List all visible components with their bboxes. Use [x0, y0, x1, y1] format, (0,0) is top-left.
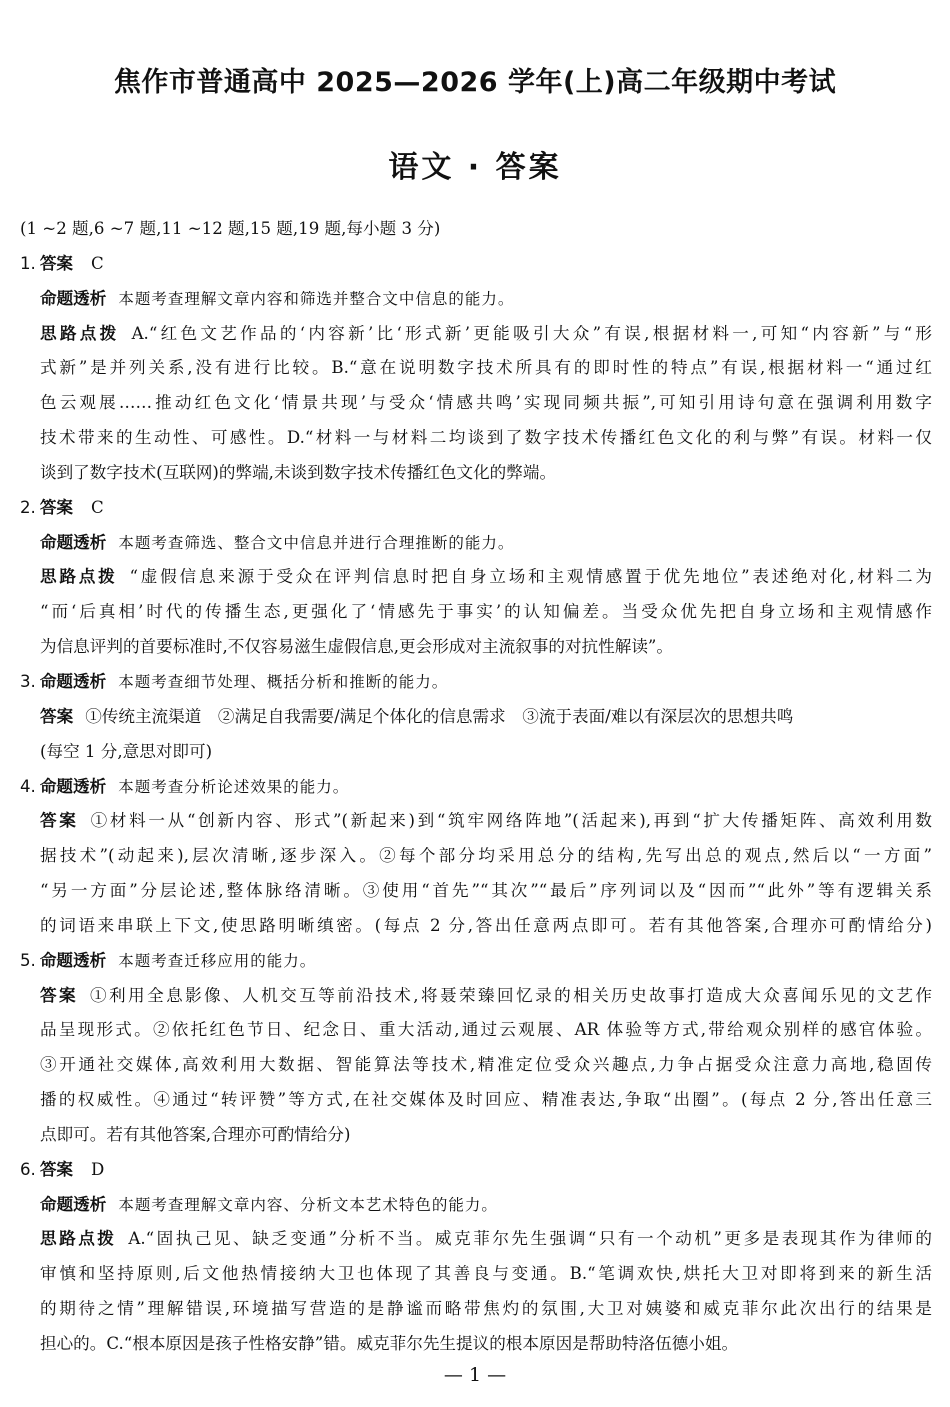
answer-value: C [91, 253, 104, 273]
question-1-hint-line: 色云观展……推动红色文化‘情景共现’与受众‘情感共鸣’实现同频共振”,可知引用诗句意在强调利用数字 [40, 393, 932, 413]
question-3-answer-line [20, 700, 932, 735]
answer-text: ①传统主流渠道 ②满足自我需要/满足个体化的信息需求 ③流于表面/难以有深层次的思想共鸣 [85, 706, 794, 726]
analysis-text: 本题考查理解文章内容、分析文本艺术特色的能力。 [118, 1195, 498, 1214]
hint-label: 思路点拨 [40, 323, 120, 343]
analysis-label: 命题透析 [40, 1194, 107, 1214]
subject-title: 语文 · 答案 [388, 150, 562, 185]
question-5-analysis-row [20, 944, 932, 979]
question-1-hint-line: 技术带来的生动性、可感性。D.“材料一与材料二均谈到了数字技术传播红色文化的利与弊”有误。材料一仅 [40, 428, 932, 448]
question-5-answer-line: 品呈现形式。②依托红色节日、纪念日、重大活动,通过云观展、AR 体验等方式,带给观众别样的感官体验。 [40, 1020, 932, 1040]
hint-label: 思路点拨 [40, 1229, 117, 1249]
hint-label: 思路点拨 [40, 567, 118, 587]
question-number: 1. [20, 253, 36, 273]
answer-label: 答案 [39, 497, 74, 517]
analysis-text: 本题考查理解文章内容和筛选并整合文中信息的能力。 [118, 289, 515, 308]
question-1-hint-line: 式新”是并列关系,没有进行比较。B.“意在说明数字技术所具有的即时性的特点”有误,根据材料一“通过红 [40, 358, 932, 378]
exam-title: 焦作市普通高中 2025—2026 学年(上)高二年级期中考试 [113, 67, 837, 98]
question-6-hint-line: 的期待之情”理解错误,环境描写营造的是静谧而略带焦灼的氛围,大卫对姨婆和威克菲尔此次出行的结果是 [40, 1299, 932, 1319]
question-5-answer-line: ③开通社交媒体,高效利用大数据、智能算法等技术,精准定位受众兴趣点,力争占据受众注意力高地,稳固传 [40, 1055, 932, 1075]
scoring-note: (1 ~2 题,6 ~7 题,11 ~12 题,15 题,19 题,每小题 3 分) [20, 219, 441, 238]
analysis-text: 本题考查细节处理、概括分析和推断的能力。 [118, 672, 449, 691]
question-number: 2. [20, 497, 36, 517]
question-2-analysis-row [20, 526, 932, 561]
question-3-analysis-row [20, 665, 932, 700]
question-2-hint-line [20, 560, 932, 595]
question-number: 5. [20, 950, 36, 970]
analysis-text: 本题考查筛选、整合文中信息并进行合理推断的能力。 [118, 533, 515, 552]
question-1-hint-line: 谈到了数字技术(互联网)的弊端,未谈到数字技术传播红色文化的弊端。 [40, 462, 557, 482]
question-3-answer-line: (每空 1 分,意思对即可) [40, 741, 213, 761]
question-6-hint-line: 担心的。C.“根本原因是孩子性格安静”错。威克菲尔先生提议的根本原因是帮助特洛伍德小姐。 [40, 1334, 739, 1353]
question-5-answer-line: 点即可。若有其他答案,合理亦可酌情给分) [40, 1124, 351, 1144]
question-number: 4. [20, 776, 36, 796]
question-4-answer-line: 的词语来串联上下文,使思路明晰缜密。(每点 2 分,答出任意两点即可。若有其他答案,合理亦可酌情给分) [40, 915, 932, 935]
question-6-hint-line: 审慎和坚持原则,后文他热情接纳大卫也体现了其善良与变通。B.“笔调欢快,烘托大卫对即将到来的新生活 [40, 1264, 932, 1284]
hint-text: A.“固执己见、缺乏变通”分析不当。威克菲尔先生强调“只有一个动机”更多是表现其作为律师的 [128, 1229, 932, 1249]
question-2-answer-row [20, 491, 932, 526]
question-4-answer-line: 据技术”(动起来),层次清晰,逐步深入。②每个部分均采用总分的结构,先写出总的观点,然后以“一方面” [40, 846, 932, 866]
question-number: 3. [20, 671, 36, 691]
answer-text: ①材料一从“创新内容、形式”(新起来)到“筑牢网络阵地”(活起来),再到“扩大传播矩阵、高效利用数 [90, 811, 932, 831]
question-1-analysis-row [20, 282, 932, 317]
question-4-answer-line: “另一方面”分层论述,整体脉络清晰。③使用“首先”“其次”“最后”序列词以及“因而”“此外”等有逻辑关系 [40, 881, 932, 901]
question-4-analysis-row [20, 770, 932, 805]
page-number: — 1 — [443, 1364, 507, 1386]
question-2-hint-line: “而‘后真相’时代的传播生态,更强化了‘情感先于事实’的认知偏差。当受众优先把自身立场和主观情感作 [40, 602, 932, 622]
analysis-label: 命题透析 [40, 288, 107, 308]
question-6-hint-line [20, 1222, 932, 1257]
analysis-label: 命题透析 [39, 671, 107, 691]
analysis-label: 命题透析 [39, 950, 107, 970]
answer-label: 答案 [39, 1159, 74, 1179]
answer-label: 答案 [40, 811, 79, 831]
question-5-answer-line [20, 979, 932, 1014]
question-1-hint-line [20, 317, 932, 352]
question-4-answer-line [20, 804, 932, 839]
answer-label: 答案 [40, 706, 74, 726]
question-1-answer-row [20, 247, 932, 282]
answer-label: 答案 [40, 985, 79, 1005]
question-number: 6. [20, 1159, 36, 1179]
analysis-label: 命题透析 [40, 532, 107, 552]
analysis-text: 本题考查迁移应用的能力。 [118, 951, 317, 970]
hint-text: “虚假信息来源于受众在评判信息时把自身立场和主观情感置于优先地位”表述绝对化,材料二为 [129, 567, 932, 587]
hint-text: A.“红色文艺作品的‘内容新’比‘形式新’更能吸引大众”有误,根据材料一,可知“内容新”与“形 [131, 323, 932, 343]
question-5-answer-line: 播的权威性。④通过“转评赞”等方式,在社交媒体及时回应、精准表达,争取“出圈”。(每点 2 分,答出任意三 [40, 1090, 932, 1110]
answer-content [20, 212, 932, 1362]
analysis-text: 本题考查分析论述效果的能力。 [118, 777, 350, 796]
question-2-hint-line: 为信息评判的首要标准时,不仅容易滋生虚假信息,更会形成对主流叙事的对抗性解读”。 [40, 637, 673, 657]
answer-label: 答案 [39, 253, 74, 273]
answer-text: ①利用全息影像、人机交互等前沿技术,将聂荣臻回忆录的相关历史故事打造成大众喜闻乐见的文艺作 [90, 985, 932, 1005]
answer-value: C [91, 497, 104, 517]
analysis-label: 命题透析 [39, 776, 107, 796]
question-6-analysis-row [20, 1188, 932, 1223]
answer-value: D [91, 1159, 105, 1179]
question-6-answer-row [20, 1153, 932, 1188]
